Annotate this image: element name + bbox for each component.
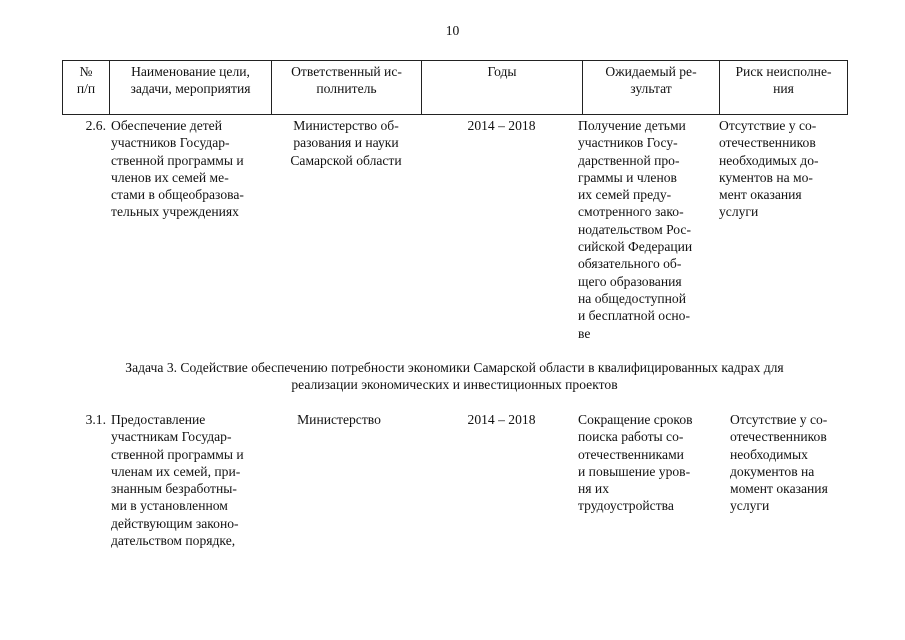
row-result: Получение детьми участников Госу- дарственной про- граммы и членов их семей преду- смотренного зако- нодательством Рос- сийской Федерации обязательного об- щего образования на общедоступной и бесплатной осно- ве <box>578 118 693 341</box>
row-risk: Отсутствие у со- отечественников необходимых до- кументов на мо- мент оказания услуги <box>719 118 819 220</box>
row-number: 3.1. <box>85 412 106 427</box>
column-header-number: № п/п <box>63 61 110 115</box>
task-heading: Задача 3. Содействие обеспечению потребности экономики Самарской области в квалифицированных кадрах для реализации экономических и инвестиционных проектов <box>125 360 784 393</box>
table-header <box>62 60 848 115</box>
row-number: 2.6. <box>85 118 106 133</box>
column-header-name: Наименование цели, задачи, мероприятия <box>110 61 272 115</box>
row-executor: Министерство об- разования и науки Самарской области <box>290 118 402 168</box>
row-name: Предоставление участникам Государ- ственной программы и членам их семей, при- знанным безработны- ми в установленном действующим законо- дательством порядке, <box>111 412 244 549</box>
column-header-executor: Ответственный ис- полнитель <box>272 61 422 115</box>
row-years: 2014 – 2018 <box>467 118 536 133</box>
row-result: Сокращение сроков поиска работы со- отечественниками и повышение уров- ня их трудоустройства <box>578 412 693 514</box>
row-executor: Министерство <box>297 412 381 427</box>
column-header-risk: Риск неисполне- ния <box>720 61 848 115</box>
row-risk: Отсутствие у со- отечественников необходимых документов на момент оказания услуги <box>730 412 828 514</box>
row-name: Обеспечение детей участников Государ- ственной программы и членов их семей ме- стами в общеобразова- тельных учреждениях <box>111 118 244 220</box>
row-years: 2014 – 2018 <box>467 412 536 427</box>
column-header-years: Годы <box>422 61 583 115</box>
column-header-result: Ожидаемый ре- зультат <box>583 61 720 115</box>
page-number: 10 <box>445 23 460 38</box>
